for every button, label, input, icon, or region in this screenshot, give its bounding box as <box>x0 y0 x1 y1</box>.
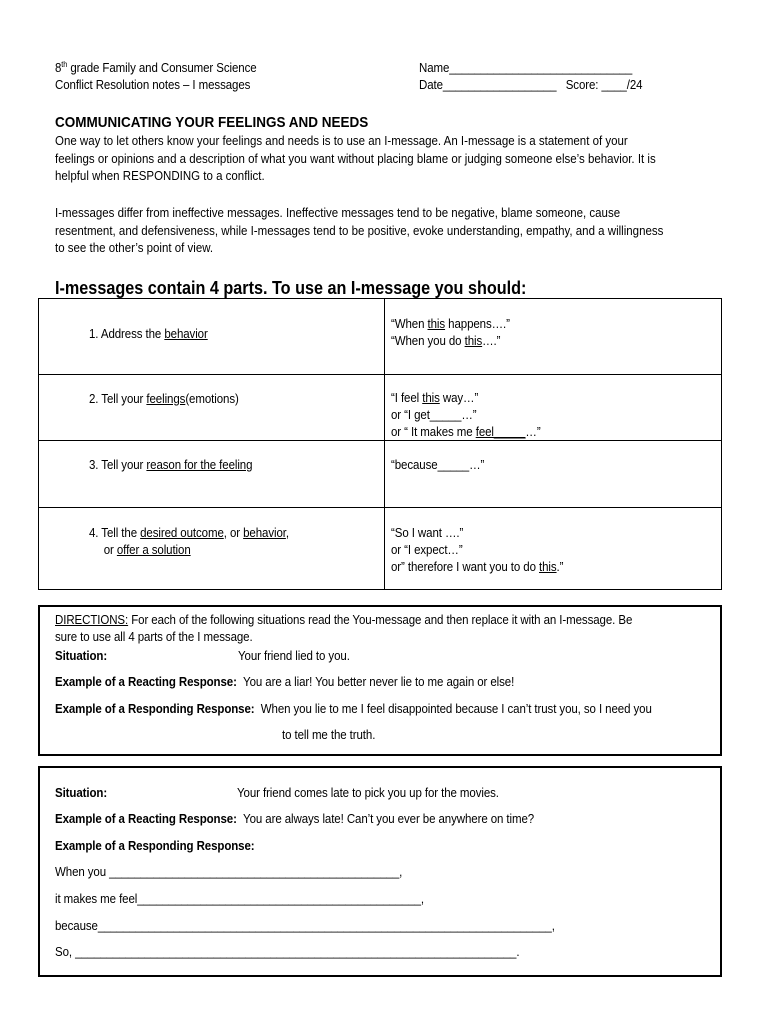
score-field[interactable]: Score: ____/24 <box>565 78 643 92</box>
because-field[interactable]: because________________________________________________________________________, <box>55 919 555 933</box>
responding-label: Example of a Responding Response: <box>55 702 255 716</box>
situation-label: Situation: <box>55 786 108 800</box>
intro-p1-line: One way to let others know your feelings and needs is to use an I-message. An I-message is a statement of your <box>55 134 628 148</box>
name-field[interactable]: Name_____________________________ <box>419 61 633 75</box>
example-line: or “I expect…” <box>391 543 463 557</box>
part-1-examples <box>391 316 510 350</box>
part-2-label <box>89 391 239 408</box>
part-1-label <box>89 326 208 343</box>
part-4-key: desired outcome <box>140 526 224 540</box>
table-divider <box>384 299 385 589</box>
intro-p2-line: resentment, and defensiveness, while I-messages tend to be positive, evoke understanding, empathy, and a willingness <box>55 223 664 238</box>
part-3-examples <box>391 457 484 474</box>
part-4-examples <box>391 525 563 576</box>
when-you-field[interactable]: When you ______________________________________________, <box>55 865 403 879</box>
responding-text-2: to tell me the truth. <box>282 728 376 742</box>
example-line: or “I get_____…” <box>391 408 477 422</box>
intro-p2-line: I-messages differ from ineffective messages. Ineffective messages tend to be negative, blame someone, cause <box>55 206 621 220</box>
reacting-response <box>55 811 534 828</box>
intro-p1-line: feelings or opinions and a description of what you want without placing blame or judging someone else’s behavior. It is <box>55 151 656 166</box>
course-title <box>55 60 257 94</box>
directions-text: For each of the following situations read the You-message and then replace it with an I-message. Be <box>128 613 633 627</box>
part-2-key: feelings <box>146 392 186 406</box>
intro-p2-line: to see the other’s point of view. <box>55 241 214 255</box>
situation-text: Your friend lied to you. <box>238 649 350 663</box>
example-line: or “ It makes me feel_____…” <box>391 425 541 439</box>
intro-paragraph-1 <box>55 133 770 186</box>
example-line: “because_____…” <box>391 458 485 472</box>
table-row-divider <box>39 440 721 441</box>
part-4-key-3: offer a solution <box>116 543 191 557</box>
reacting-label: Example of a Reacting Response: <box>55 675 237 689</box>
part-4-label <box>89 525 289 559</box>
reacting-label: Example of a Reacting Response: <box>55 812 237 826</box>
date-field[interactable]: Date__________________ <box>419 78 557 92</box>
directions <box>55 612 632 629</box>
course-subtitle: Conflict Resolution notes – I messages <box>55 78 251 92</box>
part-2-note: (emotions) <box>185 392 239 406</box>
part-3-label <box>89 457 252 474</box>
part-4-comma: , <box>285 526 289 540</box>
part-3-text: 3. Tell your <box>89 458 147 472</box>
section-title: COMMUNICATING YOUR FEELINGS AND NEEDS <box>55 114 369 131</box>
directions-label: DIRECTIONS: <box>55 613 129 627</box>
part-4-or: or <box>103 543 117 557</box>
practice-box <box>38 766 722 977</box>
part-4-sep: , or <box>223 526 244 540</box>
course-name: grade Family and Consumer Science <box>67 61 257 75</box>
directions-line-2: sure to use all 4 parts of the I message. <box>55 630 253 644</box>
part-1-key: behavior <box>164 327 208 341</box>
reacting-text: You are always late! Can’t you ever be anywhere on time? <box>243 812 535 826</box>
example-line: or” therefore I want you to do this.” <box>391 560 564 574</box>
student-info <box>419 60 642 94</box>
responding-text: When you lie to me I feel disappointed because I can’t trust you, so I need you <box>260 702 652 716</box>
example-line: “I feel this way…” <box>391 391 479 405</box>
part-1-text: 1. Address the <box>89 327 165 341</box>
parts-table <box>38 298 722 590</box>
course-grade: 8 <box>55 61 62 75</box>
example-box <box>38 605 722 756</box>
intro-paragraph-2 <box>55 205 770 258</box>
example-line: “When you do this….” <box>391 334 501 348</box>
part-3-key: reason for the feeling <box>146 458 253 472</box>
example-line: “When this happens….” <box>391 317 510 331</box>
parts-heading: I-messages contain 4 parts. To use an I-message you should: <box>55 278 527 298</box>
part-2-examples <box>391 390 541 441</box>
part-4-text: 4. Tell the <box>89 526 141 540</box>
table-row-divider <box>39 374 721 375</box>
intro-p1-line: helpful when RESPONDING to a conflict. <box>55 169 265 183</box>
table-row-divider <box>39 507 721 508</box>
feel-field[interactable]: it makes me feel_____________________________________________, <box>55 892 425 906</box>
reacting-response <box>55 674 514 691</box>
part-2-text: 2. Tell your <box>89 392 147 406</box>
reacting-text: You are a liar! You better never lie to me again or else! <box>243 675 515 689</box>
example-line: “So I want ….” <box>391 526 464 540</box>
part-4-key-2: behavior <box>243 526 286 540</box>
responding-label: Example of a Responding Response: <box>55 839 255 853</box>
course-grade-suffix: th <box>61 60 68 69</box>
situation-text: Your friend comes late to pick you up for the movies. <box>237 786 499 800</box>
responding-response <box>55 701 652 718</box>
so-field[interactable]: So, ______________________________________________________________________. <box>55 945 520 959</box>
situation-label: Situation: <box>55 649 108 663</box>
